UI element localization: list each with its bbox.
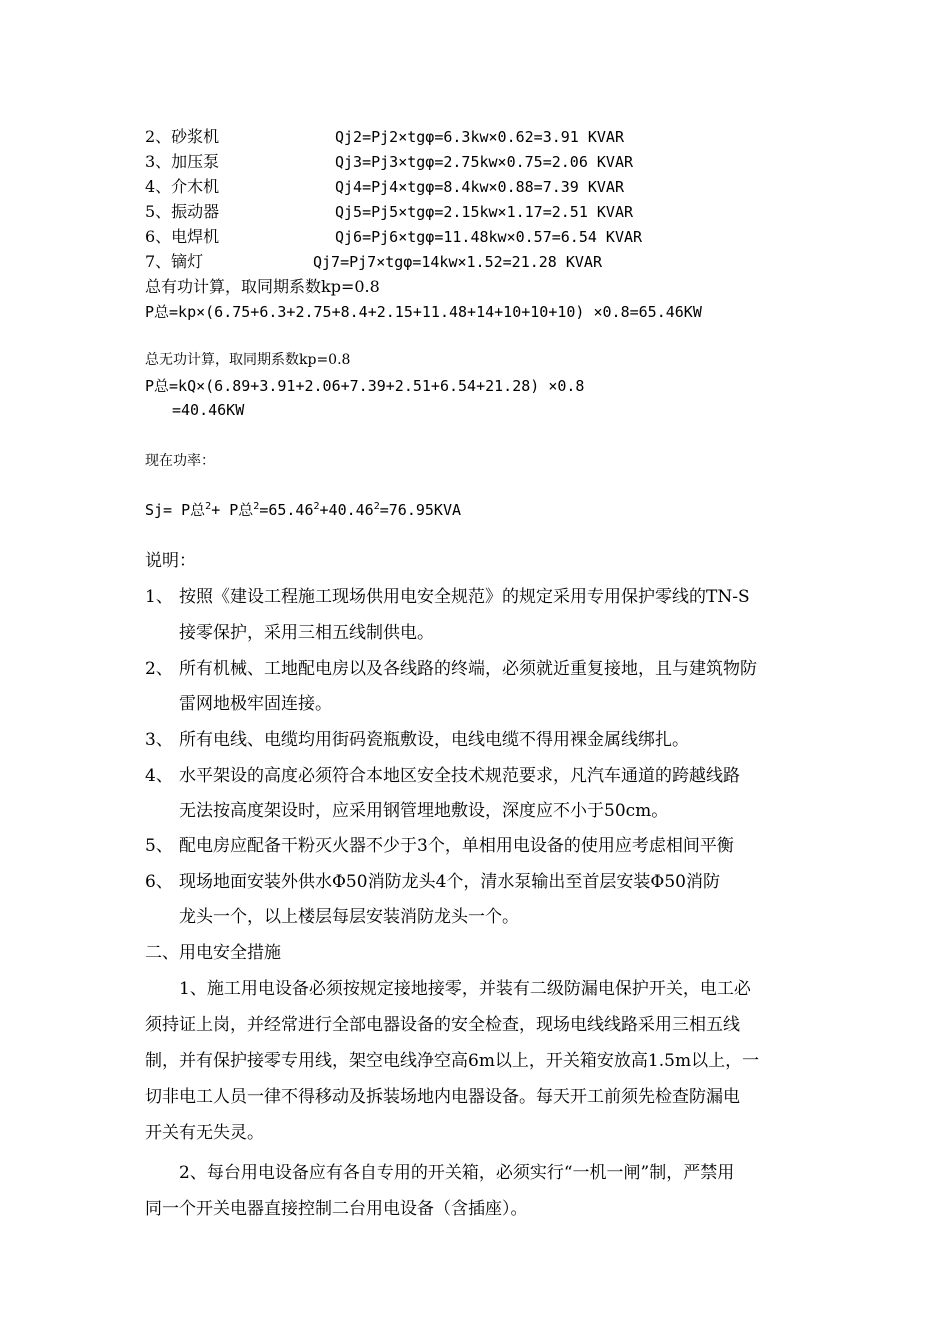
reactive-formula: Qj6=Pj6×tgφ=11.48kw×0.57=6.54 KVAR — [335, 228, 643, 246]
note-item — [145, 765, 740, 787]
equipment-name: 6、电焊机 — [145, 227, 220, 246]
apparent-power-formula — [145, 500, 461, 520]
reactive-formula: Qj2=Pj2×tgφ=6.3kw×0.62=3.91 KVAR — [335, 128, 624, 146]
note-text: 按照《建设工程施工现场供用电安全规范》的规定采用专用保护零线的TN-S — [179, 587, 750, 607]
note-text: 现场地面安装外供水Φ50消防龙头4个，清水泵输出至首层安装Φ50消防 — [179, 872, 720, 892]
note-number: 4、 — [145, 766, 173, 786]
note-number: 5、 — [145, 836, 173, 856]
note-number: 6、 — [145, 872, 173, 892]
reactive-formula: Qj7=Pj7×tgφ=14kw×1.52=21.28 KVAR — [313, 253, 602, 271]
equipment-name: 7、镝灯 — [145, 252, 204, 271]
reactive-line — [145, 127, 624, 147]
power-title: 现在功率： — [145, 453, 215, 469]
paragraph-line: 须持证上岗，并经常进行全部电器设备的安全检查，现场电线线路采用三相五线 — [145, 1015, 740, 1035]
note-item — [145, 729, 689, 751]
note-number: 2、 — [145, 659, 173, 679]
reactive-line — [145, 177, 624, 197]
note-number: 3、 — [145, 730, 173, 750]
sj-eq3: =76.95KVA — [379, 501, 462, 519]
reactive-line — [145, 152, 633, 172]
paragraph-line: 切非电工人员一律不得移动及拆装场地内电器设备。每天开工前须先检查防漏电 — [145, 1087, 740, 1107]
equipment-name: 3、加压泵 — [145, 152, 220, 171]
reactive-formula: Qj5=Pj5×tgφ=2.15kw×1.17=2.51 KVAR — [335, 203, 634, 221]
note-item — [145, 586, 750, 608]
note-item — [145, 871, 720, 893]
note-text: 所有电线、电缆均用街码瓷瓶敷设，电线电缆不得用裸金属线绑扎。 — [179, 730, 689, 750]
sj-eq1: =65.46 — [259, 501, 314, 519]
reactive-total-title: 总无功计算，取同期系数kp=0.8 — [145, 352, 351, 368]
note-text: 水平架设的高度必须符合本地区安全技术规范要求，凡汽车通道的跨越线路 — [179, 766, 740, 786]
paragraph-line: 开关有无失灵。 — [145, 1123, 264, 1143]
note-text: 配电房应配备干粉灭火器不少于3个，单相用电设备的使用应考虑相间平衡 — [179, 836, 734, 856]
note-item — [145, 658, 757, 680]
reactive-total-formula: P总=kQ×(6.89+3.91+2.06+7.39+2.51+6.54+21.28) ×0.8 — [145, 377, 585, 395]
paragraph-line: 1、施工用电设备必须按规定接地接零，并装有二级防漏电保护开关，电工必 — [179, 979, 751, 999]
active-total-title: 总有功计算，取同期系数kp=0.8 — [145, 277, 380, 296]
superscript: 2 — [373, 501, 380, 512]
note-text-continued: 龙头一个，以上楼层每层安装消防龙头一个。 — [179, 907, 519, 927]
paragraph-line: 2、每台用电设备应有各自专用的开关箱，必须实行“一机一闸”制，严禁用 — [179, 1163, 735, 1183]
reactive-line — [145, 252, 602, 272]
equipment-name: 2、砂浆机 — [145, 127, 220, 146]
active-total-formula: P总=kp×(6.75+6.3+2.75+8.4+2.15+11.48+14+10+10+10) ×0.8=65.46KW — [145, 303, 702, 321]
note-number: 1、 — [145, 587, 173, 607]
reactive-line — [145, 227, 642, 247]
paragraph-line: 同一个开关电器直接控制二台用电设备（含插座）。 — [145, 1199, 528, 1219]
equipment-name: 5、振动器 — [145, 202, 220, 221]
reactive-total-result: =40.46KW — [172, 401, 245, 419]
sj-eq2: +40.46 — [319, 501, 374, 519]
superscript: 2 — [313, 501, 320, 512]
reactive-formula: Qj4=Pj4×tgφ=8.4kw×0.88=7.39 KVAR — [335, 178, 624, 196]
note-text-continued: 接零保护，采用三相五线制供电。 — [179, 623, 434, 643]
note-text-continued: 无法按高度架设时，应采用钢管埋地敷设，深度应不小于50cm。 — [179, 801, 669, 821]
note-item — [145, 835, 734, 857]
section-title: 二、用电安全措施 — [145, 943, 281, 963]
notes-title: 说明： — [145, 551, 196, 571]
paragraph-line: 制，并有保护接零专用线，架空电线净空高6m以上，开关箱安放高1.5m以上，一 — [145, 1051, 760, 1071]
equipment-name: 4、介木机 — [145, 177, 220, 196]
note-text-continued: 雷网地极牢固连接。 — [179, 694, 332, 714]
sj-lead: Sj= P总 — [145, 501, 206, 519]
superscript: 2 — [205, 501, 212, 512]
reactive-line — [145, 202, 633, 222]
superscript: 2 — [253, 501, 260, 512]
reactive-formula: Qj3=Pj3×tgφ=2.75kw×0.75=2.06 KVAR — [335, 153, 634, 171]
note-text: 所有机械、工地配电房以及各线路的终端，必须就近重复接地，且与建筑物防 — [179, 659, 757, 679]
sj-mid: + P总 — [211, 501, 254, 519]
